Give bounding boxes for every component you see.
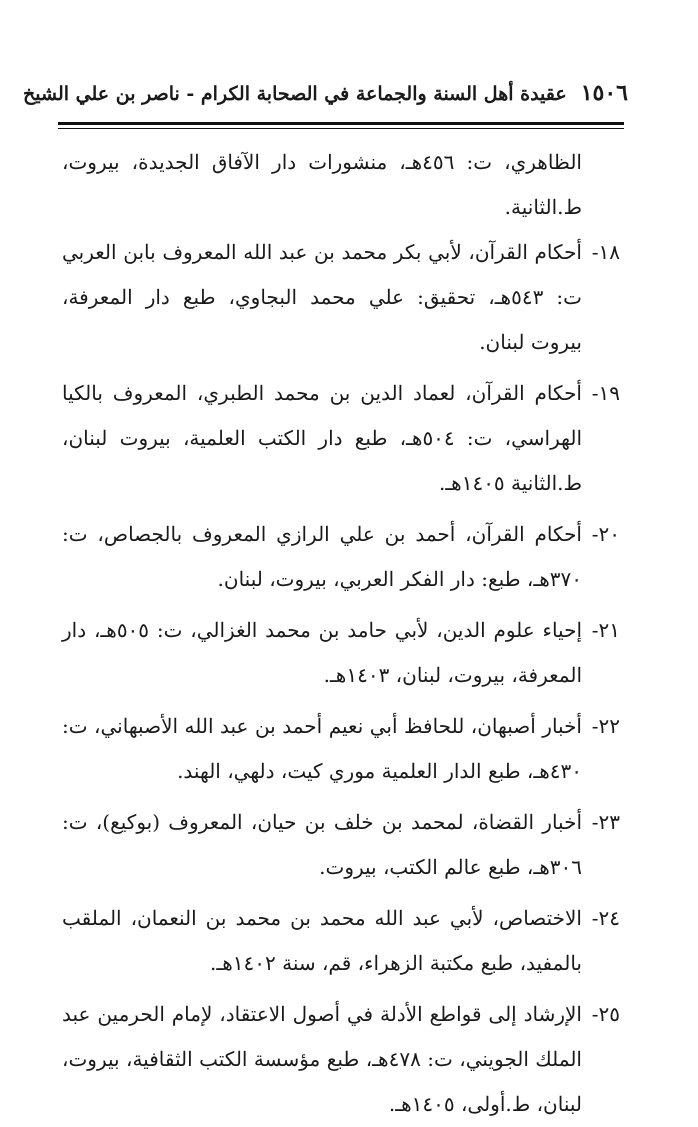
entry-number: ١٩- [591,381,620,405]
entry-number: ٢١- [591,618,621,642]
header-rule-thin [58,128,624,129]
entry-text: أخبار القضاة، لمحمد بن خلف بن حيان، المعروف (بوكيع)، ت: ٣٠٦هـ، طبع عالم الكتب، بيروت. [62,810,582,879]
entry-text: الإرشاد إلى قواطع الأدلة في أصول الاعتقاد، لإمام الحرمين عبد الملك الجويني، ت: ٤٧٨هـ، طبع مؤسسة الكتب الثقافية، بيروت، لبنان، ط.أولى، ١٤٠٥هـ. [62,1002,582,1116]
running-header [23,80,628,107]
entry-number: ٢٠- [591,522,620,546]
bibliography-entry-20 [62,512,620,602]
running-header-title: عقيدة أهل السنة والجماعة في الصحابة الكرام - ناصر بن علي الشيخ [23,83,567,105]
bibliography-entry-21 [62,608,620,698]
bibliography-entry-19 [62,371,620,506]
entry-text: إحياء علوم الدين، لأبي حامد بن محمد الغزالي، ت: ٥٠٥هـ، دار المعرفة، بيروت، لبنان، ١٤٠٣هـ. [62,618,583,687]
entry-text: الاختصاص، لأبي عبد الله محمد بن محمد بن النعمان، الملقب بالمفيد، طبع مكتبة الزهراء، قم، سنة ١٤٠٢هـ. [62,906,582,975]
entry-text: أحكام القرآن، أحمد بن علي الرازي المعروف بالجصاص، ت: ٣٧٠هـ، طبع: دار الفكر العربي، بيروت، لبنان. [62,522,582,591]
entry-number: ١٨- [591,240,620,264]
entry-text: أحكام القرآن، لعماد الدين بن محمد الطبري، المعروف بالكيا الهراسي، ت: ٥٠٤هـ، طبع دار الكتب العلمية، بيروت لبنان، ط.الثانية ١٤٠٥هـ. [62,381,583,495]
continued-entry-text: الظاهري، ت: ٤٥٦هـ، منشورات دار الآفاق الجديدة، بيروت، ط.الثانية. [62,150,582,219]
header-rule [58,122,624,125]
bibliography-list [62,140,620,1127]
entry-text: أحكام القرآن، لأبي بكر محمد بن عبد الله المعروف بابن العربي ت: ٥٤٣هـ، تحقيق: علي محمد البجاوي، طبع دار المعرفة، بيروت لبنان. [62,240,582,354]
bibliography-entry-18 [62,230,620,365]
entry-number: ٢٤- [591,906,620,930]
entry-text: أخبار أصبهان، للحافظ أبي نعيم أحمد بن عبد الله الأصبهاني، ت: ٤٣٠هـ، طبع الدار العلمية موري كيت، دلهي، الهند. [62,714,582,783]
page-number: ١٥٠٦ [580,80,628,106]
entry-number: ٢٣- [591,810,620,834]
bibliography-entry-25 [62,992,620,1127]
bibliography-entry-22 [62,704,620,794]
bibliography-entry-23 [62,800,620,890]
bibliography-entry-24 [62,896,620,986]
entry-number: ٢٥- [591,1002,620,1026]
entry-number: ٢٢- [591,714,620,738]
